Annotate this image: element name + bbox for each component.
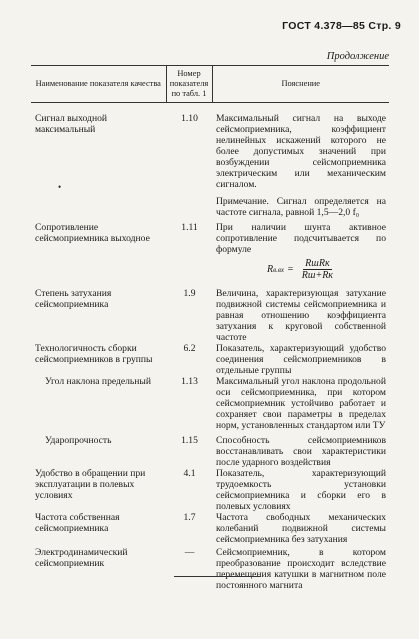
row-number: 1.13 xyxy=(181,375,198,387)
formula-numerator: RшRк xyxy=(305,257,330,269)
row-number: 1.15 xyxy=(181,434,198,446)
row-number: 6.2 xyxy=(183,342,196,354)
row-number: 4.1 xyxy=(183,467,196,479)
table-row xyxy=(31,512,389,545)
table-row xyxy=(31,286,389,343)
row-text: Максимальный сигнал на выходе сейсмоприемника, коэффициент нелинейных искажений которого не более допустимых значений при возбуждении сейсмоприемника электрическим или механическим сигналом. xyxy=(216,113,386,191)
row-explanation xyxy=(212,219,389,286)
row-name: Степень затухания сейсмоприемника xyxy=(35,287,112,310)
column-header-explanation: Пояснение xyxy=(212,66,389,103)
table-row xyxy=(31,433,389,468)
row-explanation: Способность сейсмоприемников восстанавливать свои характеристики после ударного воздействия xyxy=(216,434,386,468)
formula-fraction xyxy=(300,258,335,282)
row-explanation: Частота свободных механических колебаний подвижной системы сейсмоприемника без затухания xyxy=(216,512,386,546)
continuation-label: Продолжение xyxy=(326,51,389,62)
table-row xyxy=(31,545,389,591)
row-name: Угол наклона предельный xyxy=(45,375,152,387)
row-explanation: Показатель, характеризующий удобство соединения сейсмоприемников в отдельные группы xyxy=(216,342,386,376)
row-number: 1.10 xyxy=(181,113,198,125)
page-header: ГОСТ 4.378—85 Стр. 9 xyxy=(282,20,401,32)
column-header-name: Наименование показателя качества xyxy=(31,66,166,103)
row-name: Технологичность сборки сейсмоприемников в группы xyxy=(35,342,153,365)
row-name: Ударопрочность xyxy=(45,434,112,446)
row-note: Примечание. Сигнал определяется на частоте сигнала, равной 1,5—2,0 f₀ xyxy=(216,196,386,219)
column-header-number: Номер показателя по табл. 1 xyxy=(166,66,212,103)
row-explanation: Сейсмоприемник, в котором преобразование происходит вследствие перемещения катушки в магнитном поле постоянного магнита xyxy=(216,547,386,592)
formula-denominator: Rш+Rк xyxy=(301,270,333,282)
row-name: Сопротивление сейсмоприемника выходное xyxy=(35,221,150,244)
row-number: 1.9 xyxy=(183,287,196,299)
row-name: Частота собственная сейсмоприемника xyxy=(35,512,120,535)
formula xyxy=(216,258,386,282)
table-row xyxy=(31,343,389,376)
table-header-row xyxy=(31,66,389,103)
end-rule xyxy=(174,576,260,577)
row-explanation: Показатель, характеризующий трудоемкость установки сейсмоприемника и сборки его в полевых условиях xyxy=(216,467,386,513)
quality-indicators-table xyxy=(31,65,389,591)
table-row xyxy=(31,468,389,512)
formula-lhs-sub: в.вх xyxy=(273,265,285,274)
formula-lhs: R xyxy=(267,263,274,275)
row-name: Электродинамический сейсмоприемник xyxy=(35,547,128,570)
row-number: 1.7 xyxy=(183,512,196,524)
row-text: При наличии шунта активное сопротивление подсчитывается по формуле xyxy=(216,221,386,255)
print-speck: • xyxy=(58,182,62,192)
table-row xyxy=(31,103,389,219)
row-explanation xyxy=(212,103,389,219)
table-row xyxy=(31,376,389,433)
row-name: Сигнал выходной максимальный xyxy=(35,113,108,136)
table-row xyxy=(31,219,389,286)
row-explanation: Величина, характеризующая затухание подвижной системы сейсмоприемника и равная отношению коэффициента затухания к круговой собственной частоте xyxy=(216,287,386,343)
row-number: — xyxy=(184,547,195,559)
row-explanation: Максимальный угол наклона продольной оси сейсмоприемника, при котором сейсмоприемник устойчиво работает и сохраняет свои параметры в пределах норм, установленных стандартом или ТУ xyxy=(216,375,386,431)
row-number: 1.11 xyxy=(181,221,198,233)
row-name: Удобство в обращении при эксплуатации в полевых условиях xyxy=(35,467,146,502)
formula-eq: = xyxy=(287,263,294,275)
